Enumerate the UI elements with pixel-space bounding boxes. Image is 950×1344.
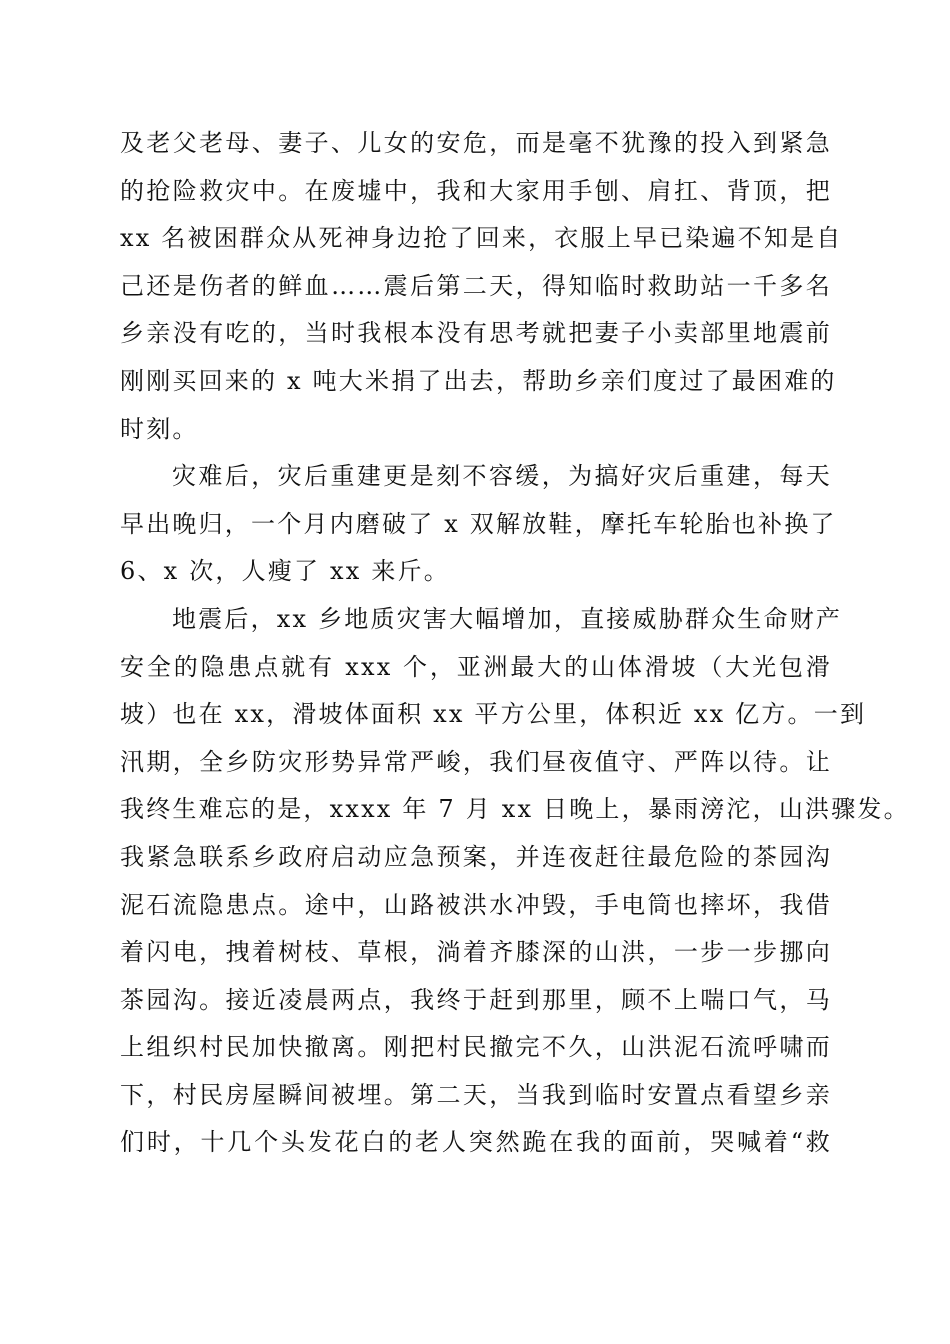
text-line: 上组织村民加快撤离。刚把村民撤完不久，山洪泥石流呼啸而 [120,1033,832,1062]
text-line: 己还是伤者的鲜血……震后第二天，得知临时救助站一千多名 [120,271,832,300]
text-line: 茶园沟。接近凌晨两点，我终于赶到那里，顾不上喘口气，马 [120,985,832,1014]
text-line: 着闪电，拽着树枝、草根，淌着齐膝深的山洪，一步一步挪向 [120,938,832,967]
text-line: 们时，十几个头发花白的老人突然跪在我的面前，哭喊着“救 [120,1128,832,1157]
text-line: 坡）也在 xx，滑坡体面积 xx 平方公里，体积近 xx 亿方。一到 [120,700,867,729]
paragraph-first-line: 灾难后，灾后重建更是刻不容缓，为搞好灾后重建，每天 [172,462,832,491]
paragraph-first-line: 地震后，xx 乡地质灾害大幅增加，直接威胁群众生命财产 [172,604,843,633]
text-line: 早出晚归，一个月内磨破了 x 双解放鞋，摩托车轮胎也补换了 [120,509,837,538]
text-line: 安全的隐患点就有 xxx 个，亚洲最大的山体滑坡（大光包滑 [120,652,832,681]
text-line: 刚刚买回来的 x 吨大米捐了出去，帮助乡亲们度过了最困难的 [120,366,837,395]
text-line: 泥石流隐患点。途中，山路被洪水冲毁，手电筒也摔坏，我借 [120,890,832,919]
text-line: 及老父老母、妻子、儿女的安危，而是毫不犹豫的投入到紧急 [120,129,832,157]
text-line: 我终生难忘的是，xxxx 年 7 月 xx 日晚上，暴雨滂沱，山洪骤发。 [120,795,910,824]
body-text [120,120,910,1167]
text-line: xx 名被困群众从死神身边抢了回来，衣服上早已染遍不知是自 [120,224,843,253]
text-line: 6、x 次，人瘦了 xx 来斤。 [120,557,450,586]
text-line: 我紧急联系乡政府启动应急预案，并连夜赶往最危险的茶园沟 [120,842,832,871]
text-line: 乡亲没有吃的，当时我根本没有思考就把妻子小卖部里地震前 [120,319,832,348]
text-line: 的抢险救灾中。在废墟中，我和大家用手刨、肩扛、背顶，把 [120,176,832,205]
text-line: 汛期，全乡防灾形势异常严峻，我们昼夜值守、严阵以待。让 [120,747,832,776]
text-line: 时刻。 [120,414,199,443]
text-line: 下，村民房屋瞬间被埋。第二天，当我到临时安置点看望乡亲 [120,1080,832,1109]
